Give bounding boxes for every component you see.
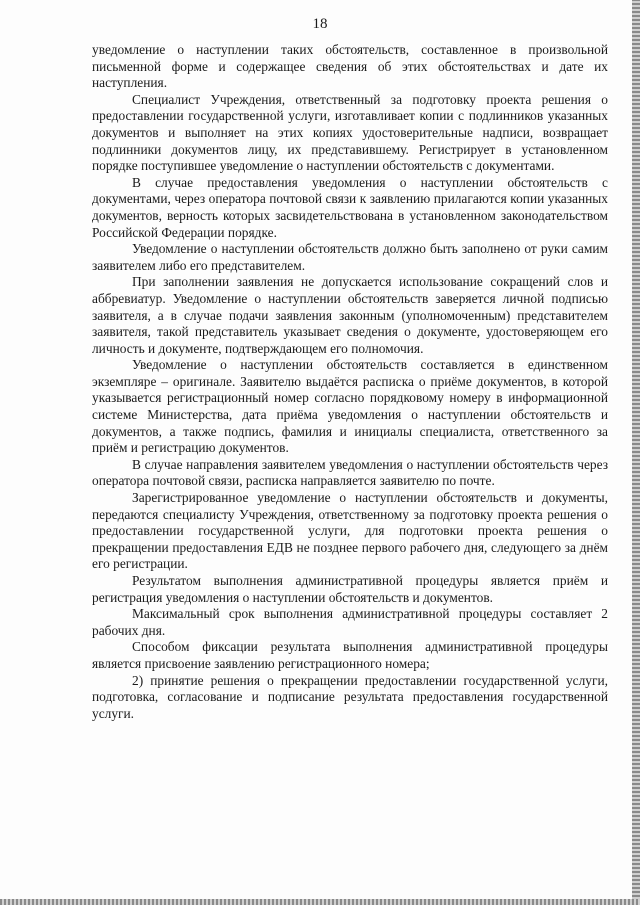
- paragraph-max-term: Максимальный срок выполнения административной процедуры составляет 2 рабочих дня.: [92, 606, 608, 638]
- paragraph-decision: 2) принятие решения о прекращении предоставлении государственной услуги, подготовка, согласование и подписание результата предоставления государственной услуги.: [92, 672, 608, 721]
- paragraph-receipt: Уведомление о наступлении обстоятельств составляется в единственном экземпляре – оригинале. Заявителю выдаётся расписка о приёме документов, в которой указывается регистрационный номер согласно порядковому номеру в информационной системе Министерства, дата приёма уведомления о наступлении обстоятельств и документов, а также подпись, фамилия и инициалы специалиста, ответственного за приём и регистрацию документов.: [92, 357, 608, 456]
- paragraph-transfer: Зарегистрированное уведомление о наступлении обстоятельств и документы, передаются специалисту Учреждения, ответственному за подготовку проекта решения о предоставлении государственной услуги, для подготовки проекта решения о прекращении предоставления ЕДВ не позднее первого рабочего дня, следующего за днём его регистрации.: [92, 490, 608, 572]
- paragraph-abbreviations: При заполнении заявления не допускается использование сокращений слов и аббревиатур. Уведомление о наступлении обстоятельств заверяется личной подписью заявителя, а в случае подачи заявления законным (уполномоченным) представителем заявителя, такой представитель указывает сведения о документе, удостоверяющем его личность и документе, подтверждающем его полномочия.: [92, 274, 608, 356]
- scan-edge-bottom: [0, 899, 640, 905]
- paragraph-result: Результатом выполнения административной процедуры является приём и регистрация уведомления о наступлении обстоятельств и документов.: [92, 573, 608, 605]
- scan-edge-right: [632, 0, 640, 905]
- paragraph-handwritten: Уведомление о наступлении обстоятельств должно быть заполнено от руки самим заявителем либо его представителем.: [92, 241, 608, 273]
- paragraph-copies: Специалист Учреждения, ответственный за подготовку проекта решения о предоставлении государственной услуги, изготавливает копии с подлинников указанных документов и выполняет на этих копиях удостоверительные надписи, возвращает подлинники документов лицу, их представившему. Регистрирует в установленном порядке поступившее уведомление о наступлении обстоятельств с документами.: [92, 91, 608, 174]
- paragraph-postal-receipt: В случае направления заявителем уведомления о наступлении обстоятельств через оператора почтовой связи, расписка направляется заявителю по почте.: [92, 456, 608, 489]
- paragraph-fixation: Способом фиксации результата выполнения административной процедуры является присвоение заявлению регистрационного номера;: [92, 639, 608, 671]
- page-number: 18: [312, 16, 328, 32]
- paragraph-postal-copies: В случае предоставления уведомления о наступлении обстоятельств с документами, через оператора почтовой связи к заявлению прилагаются копии указанных документов, верность которых засвидетельствована в установленном законодательством Российской Федерации порядке.: [92, 174, 608, 240]
- document-body: [92, 42, 608, 722]
- paragraph-continuation: уведомление о наступлении таких обстоятельств, составленное в произвольной письменной форме и содержащее сведения об этих обстоятельствах и дате их наступления.: [92, 42, 608, 91]
